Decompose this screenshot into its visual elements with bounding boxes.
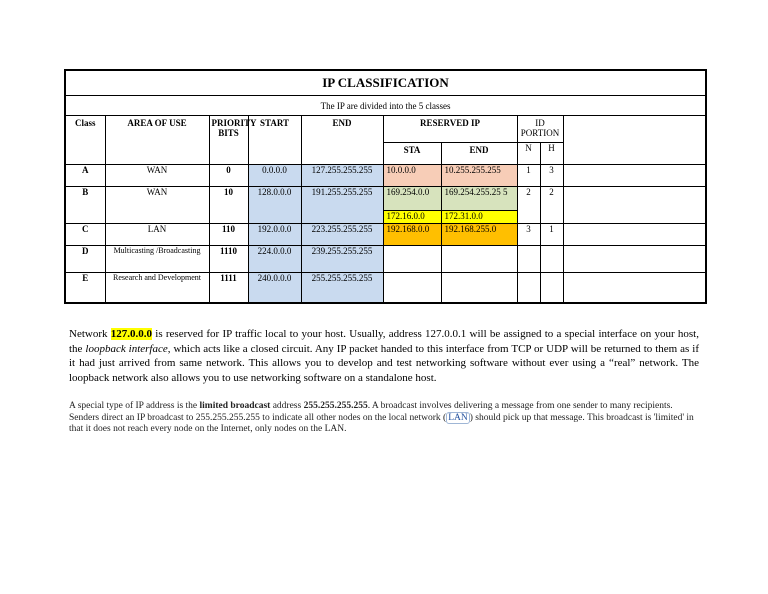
reserved-start-cell xyxy=(383,273,441,303)
table-subtitle: The IP are divided into the 5 classes xyxy=(65,96,706,116)
loopback-address-highlight: 127.0.0.0 xyxy=(110,328,153,340)
reserved-end-cell: 172.31.0.0 xyxy=(441,211,517,224)
header-start: START xyxy=(248,116,301,165)
bits-cell: 10 xyxy=(209,187,248,224)
header-reserved-end: END xyxy=(441,143,517,165)
broadcast-address: 255.255.255.255 xyxy=(303,401,368,411)
header-id-h: H xyxy=(540,143,563,165)
id-n-cell xyxy=(517,273,540,303)
id-h-cell: 1 xyxy=(540,224,563,246)
header-class: Class xyxy=(65,116,105,165)
end-cell: 223.255.255.255 xyxy=(301,224,383,246)
id-n-cell: 2 xyxy=(517,187,540,224)
id-n-cell: 3 xyxy=(517,224,540,246)
blank-cell xyxy=(563,187,706,224)
class-cell: E xyxy=(65,273,105,303)
reserved-end-cell: 10.255.255.255 xyxy=(441,165,517,187)
blank-cell xyxy=(563,165,706,187)
start-cell: 240.0.0.0 xyxy=(248,273,301,303)
reserved-end-cell: 169.254.255.25 5 xyxy=(441,187,517,211)
para2-text: address xyxy=(270,401,304,411)
start-cell: 192.0.0.0 xyxy=(248,224,301,246)
header-reserved-ip: RESERVED IP xyxy=(383,116,517,143)
class-cell: A xyxy=(65,165,105,187)
table-title: IP CLASSIFICATION xyxy=(65,70,706,96)
reserved-start-cell: 192.168.0.0 xyxy=(383,224,441,246)
limited-broadcast-term: limited broadcast xyxy=(199,401,271,411)
para1-text: is reserved for IP traffic local to your host. Usually, address 127.0.0.1 will be assigned to a special interface on your host, the xyxy=(69,328,699,355)
area-cell: Multicasting /Broadcasting xyxy=(105,246,209,273)
area-cell: WAN xyxy=(105,187,209,224)
area-cell: LAN xyxy=(105,224,209,246)
blank-cell xyxy=(563,273,706,303)
reserved-end-cell: 192.168.255.0 xyxy=(441,224,517,246)
table-row xyxy=(65,187,706,211)
class-cell: C xyxy=(65,224,105,246)
end-cell: 255.255.255.255 xyxy=(301,273,383,303)
header-id-n: N xyxy=(517,143,540,165)
table-row xyxy=(65,224,706,246)
reserved-start-cell xyxy=(383,246,441,273)
blank-cell xyxy=(563,246,706,273)
blank-cell xyxy=(563,116,706,165)
reserved-start-cell: 169.254.0.0 xyxy=(383,187,441,211)
start-cell: 128.0.0.0 xyxy=(248,187,301,224)
reserved-end-cell xyxy=(441,273,517,303)
reserved-start-cell: 10.0.0.0 xyxy=(383,165,441,187)
id-h-cell: 3 xyxy=(540,165,563,187)
table-row xyxy=(65,165,706,187)
blank-cell xyxy=(563,224,706,246)
start-cell: 0.0.0.0 xyxy=(248,165,301,187)
bits-cell: 1111 xyxy=(209,273,248,303)
table-row xyxy=(65,273,706,303)
header-end: END xyxy=(301,116,383,165)
header-priority-bits: PRIORITY BITS xyxy=(209,116,248,165)
para2-text-continued: . A broadcast involves delivering a message from one sender to many recipients. Senders direct an IP broadcast to 255.255.255.255 to indicate all other nodes on the local network ( xyxy=(69,401,673,423)
table-row xyxy=(65,246,706,273)
id-n-cell xyxy=(517,246,540,273)
lan-link[interactable]: LAN xyxy=(448,412,468,423)
bits-cell: 0 xyxy=(209,165,248,187)
para2-prefix: A special type of IP address is the xyxy=(69,401,200,411)
reserved-end-cell xyxy=(441,246,517,273)
header-id-portion: ID PORTION xyxy=(517,116,563,143)
header-area-of-use: AREA OF USE xyxy=(105,116,209,165)
broadcast-paragraph xyxy=(69,401,699,436)
ip-classification-table xyxy=(64,69,707,304)
class-cell: D xyxy=(65,246,105,273)
header-reserved-start: STA xyxy=(383,143,441,165)
area-cell: Research and Development xyxy=(105,273,209,303)
id-n-cell: 1 xyxy=(517,165,540,187)
para1-prefix: Network xyxy=(69,328,111,340)
bits-cell: 110 xyxy=(209,224,248,246)
id-h-cell xyxy=(540,246,563,273)
start-cell: 224.0.0.0 xyxy=(248,246,301,273)
id-h-cell: 2 xyxy=(540,187,563,224)
para2-suffix: ) should pick up that message. This broadcast is 'limited' in that it does not reach every node on the Internet, only nodes on the LAN. xyxy=(69,412,694,434)
para1-text-continued: , which acts like a closed circuit. Any IP packet handed to this interface from TCP or UDP will be returned to them as if it had just arrived from same network. This allows you to develop and test networking software without ever using a “real” network. The loopback network also allows you to use networking software on a standalone host. xyxy=(69,342,699,384)
bits-cell: 1110 xyxy=(209,246,248,273)
end-cell: 239.255.255.255 xyxy=(301,246,383,273)
reserved-start-cell: 172.16.0.0 xyxy=(383,211,441,224)
class-cell: B xyxy=(65,187,105,224)
area-cell: WAN xyxy=(105,165,209,187)
loopback-paragraph xyxy=(69,327,699,385)
end-cell: 191.255.255.255 xyxy=(301,187,383,224)
loopback-interface-term: loopback interface xyxy=(85,342,168,355)
end-cell: 127.255.255.255 xyxy=(301,165,383,187)
id-h-cell xyxy=(540,273,563,303)
